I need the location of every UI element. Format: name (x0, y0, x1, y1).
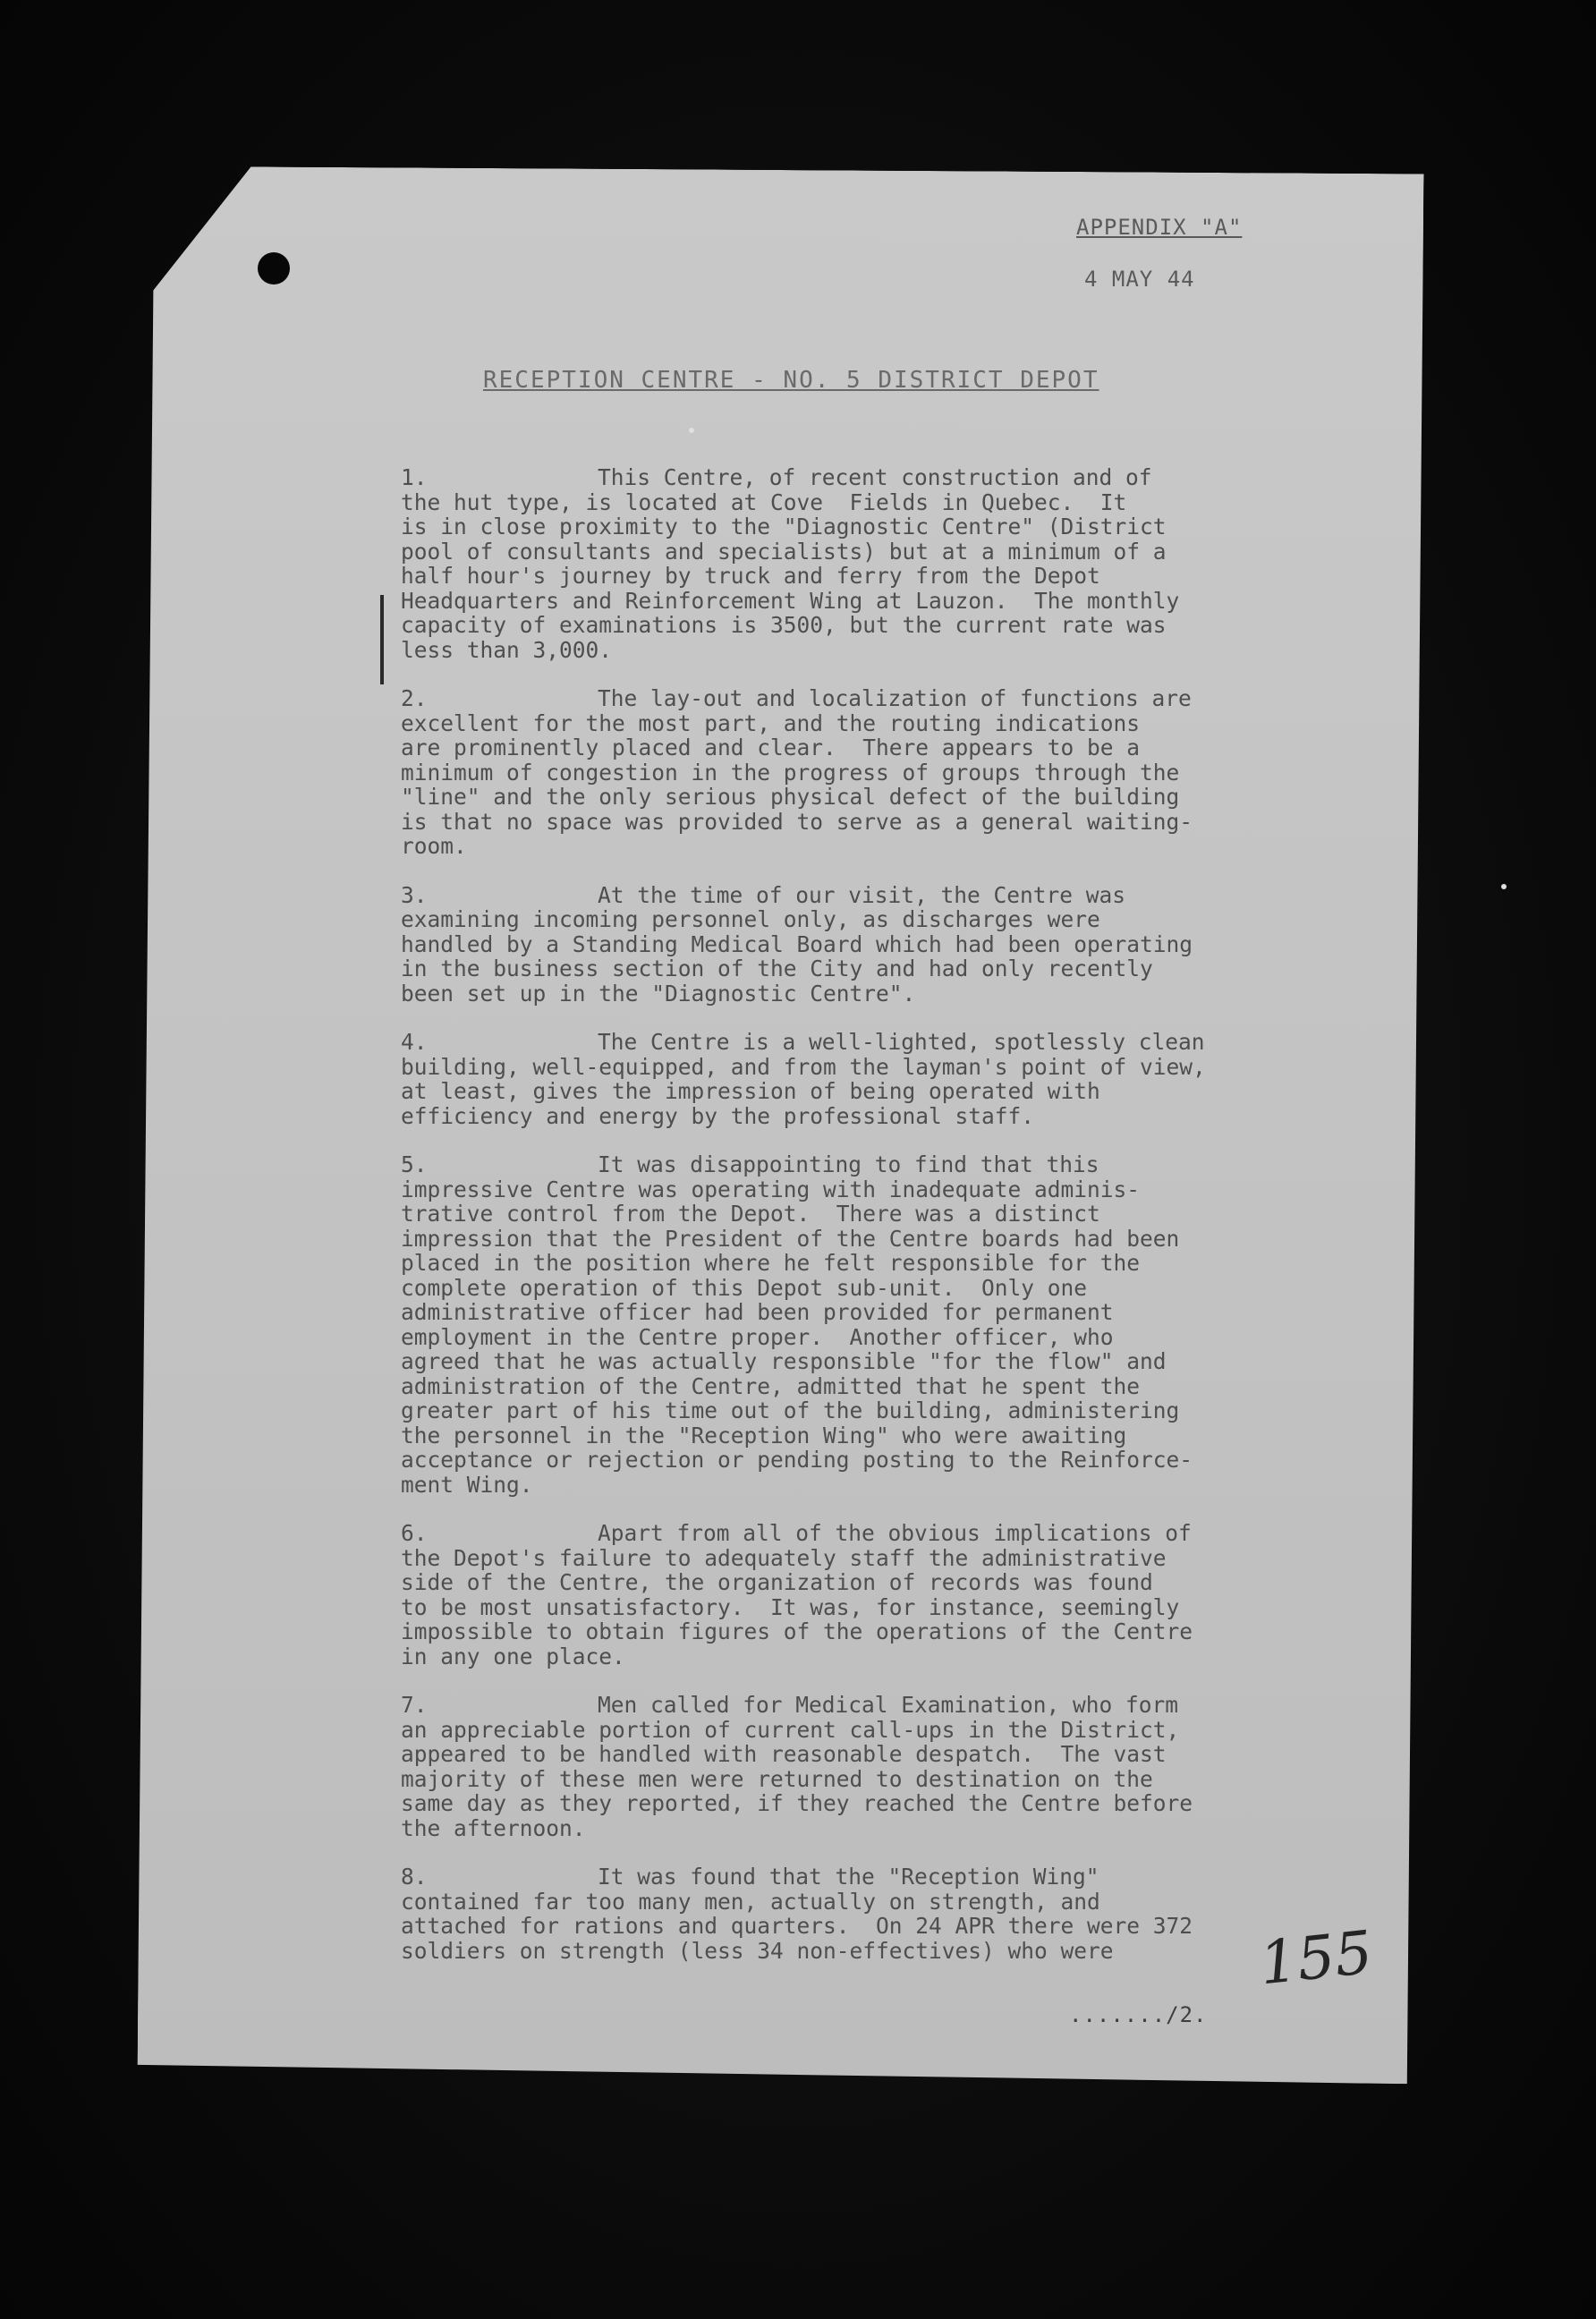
paragraph-line (401, 1276, 1313, 1301)
paragraph-text: administration of the Centre, admitted that he spent the (401, 1372, 1141, 1399)
paragraph-line (401, 613, 1313, 638)
paragraph-line (401, 686, 1313, 711)
paragraph-number: 2. (401, 685, 428, 711)
paragraph-text: building, well-equipped, and from the layman's point of view, (401, 1053, 1206, 1080)
paragraph-line (401, 1742, 1313, 1767)
paragraph-text: placed in the position where he felt responsible for the (401, 1250, 1141, 1276)
paragraph-line (401, 539, 1313, 565)
paragraph-line (401, 1914, 1313, 1939)
paragraph-line (401, 810, 1313, 835)
paragraph-text: contained far too many men, actually on strength, and (401, 1888, 1100, 1915)
paragraph-text: is that no space was provided to serve as a general waiting- (401, 808, 1193, 835)
paragraph-text: Apart from all of the obvious implications of (598, 1520, 1192, 1546)
paragraph-text: agreed that he was actually responsible "for the flow" and (401, 1348, 1167, 1374)
paragraph-text: It was disappointing to find that this (598, 1151, 1099, 1177)
paragraph-line (401, 1791, 1313, 1816)
paragraph-line (401, 1595, 1313, 1620)
paragraph-line (401, 1816, 1313, 1841)
paragraph-text: been set up in the "Diagnostic Centre". (401, 980, 916, 1007)
paragraph-number: 4. (401, 1029, 428, 1055)
punch-hole (258, 252, 290, 285)
paragraph-line (401, 465, 1313, 490)
paragraph-line (401, 932, 1313, 957)
paragraph-line (401, 1104, 1313, 1129)
paragraph-line (401, 1767, 1313, 1792)
paragraph-text: Men called for Medical Examination, who form (598, 1692, 1179, 1718)
paragraph-text: the afternoon. (401, 1814, 586, 1841)
paragraph-text: ment Wing. (401, 1471, 533, 1498)
paragraph-text: soldiers on strength (less 34 non-effectives) who were (401, 1937, 1114, 1964)
paragraph-text: impression that the President of the Centre boards had been (401, 1225, 1180, 1252)
paragraph-line (401, 1693, 1313, 1718)
paragraph-line (401, 1349, 1313, 1374)
paragraph-text: acceptance or rejection or pending posting to the Reinforce- (401, 1447, 1193, 1473)
paragraph-2 (401, 686, 1313, 859)
paragraph-text: same day as they reported, if they reached the Centre before (401, 1790, 1193, 1816)
paragraph-line (401, 1300, 1313, 1325)
paragraph-text: minimum of congestion in the progress of groups through the (401, 759, 1180, 786)
paragraph-3 (401, 883, 1313, 1007)
paragraph-5 (401, 1152, 1313, 1497)
paragraph-text: majority of these men were returned to destination on the (401, 1765, 1153, 1792)
handwritten-folio-number: 155 (1256, 1917, 1376, 1999)
paragraph-text: employment in the Centre proper. Another officer, who (401, 1323, 1114, 1350)
paragraph-text: to be most unsatisfactory. It was, for instance, seemingly (401, 1593, 1180, 1620)
paragraph-text: "line" and the only serious physical defect of the building (401, 784, 1180, 810)
paragraph-text: are prominently placed and clear. There appears to be a (401, 735, 1141, 760)
paragraph-line (401, 1251, 1313, 1276)
margin-mark (380, 595, 384, 684)
paragraph-text: It was found that the "Reception Wing" (598, 1864, 1099, 1890)
paragraph-text: the hut type, is located at Cove Fields in Quebec. It (401, 488, 1127, 515)
paragraph-line (401, 1202, 1313, 1227)
paragraph-line (401, 956, 1313, 981)
paragraph-line (401, 1546, 1313, 1571)
paragraph-line (401, 1865, 1313, 1890)
paragraph-text: less than 3,000. (401, 636, 613, 663)
paragraph-text: Headquarters and Reinforcement Wing at Lauzon. The monthly (401, 587, 1180, 614)
paragraph-text: greater part of his time out of the building, administering (401, 1397, 1180, 1423)
paragraph-line (401, 1227, 1313, 1252)
paragraph-number: 8. (401, 1864, 428, 1890)
paragraph-text: At the time of our visit, the Centre was (598, 881, 1126, 908)
paragraph-line (401, 1079, 1313, 1104)
paragraph-line (401, 785, 1313, 810)
paragraph-8 (401, 1865, 1313, 1963)
paragraph-text: trative control from the Depot. There was a distinct (401, 1201, 1100, 1227)
paragraph-text: an appreciable portion of current call-ups in the District, (401, 1716, 1180, 1743)
paragraph-line (401, 514, 1313, 539)
paragraph-text: capacity of examinations is 3500, but the current rate was (401, 612, 1167, 638)
paragraph-line (401, 490, 1313, 515)
continuation-marker: ......./2. (1069, 2002, 1208, 2027)
paragraph-line (401, 1325, 1313, 1350)
paragraph-line (401, 564, 1313, 589)
paragraph-line (401, 1890, 1313, 1915)
paragraph-text: appeared to be handled with reasonable despatch. The vast (401, 1741, 1167, 1767)
appendix-reference: APPENDIX "A" (1076, 215, 1243, 240)
paragraph-line (401, 981, 1313, 1007)
paragraph-text: excellent for the most part, and the routing indications (401, 709, 1141, 736)
paragraph-line (401, 1718, 1313, 1743)
paragraph-line (401, 735, 1313, 760)
paragraph-text: This Centre, of recent construction and of (598, 464, 1152, 490)
paragraph-text: handled by a Standing Medical Board which had been operating (401, 930, 1193, 957)
paragraph-line (401, 1055, 1313, 1080)
paragraph-line (401, 1939, 1313, 1964)
paragraph-line (401, 760, 1313, 786)
document-date: 4 MAY 44 (1084, 267, 1195, 292)
paragraph-line (401, 883, 1313, 908)
paragraph-text: at least, gives the impression of being operated with (401, 1078, 1100, 1104)
paragraph-text: pool of consultants and specialists) but at a minimum of a (401, 538, 1167, 565)
paragraph-text: room. (401, 833, 467, 859)
paragraph-text: complete operation of this Depot sub-unit. Only one (401, 1274, 1088, 1301)
paragraph-line (401, 1423, 1313, 1448)
paragraph-6 (401, 1521, 1313, 1669)
paragraph-text: examining incoming personnel only, as discharges were (401, 906, 1100, 932)
paragraph-line (401, 589, 1313, 614)
paragraph-line (401, 1374, 1313, 1399)
paragraph-text: in any one place. (401, 1643, 625, 1669)
paragraph-text: The lay-out and localization of functions are (598, 685, 1192, 711)
paragraph-line (401, 1398, 1313, 1423)
paragraph-text: in the business section of the City and had only recently (401, 956, 1153, 981)
paragraph-line (401, 1521, 1313, 1546)
document-body (401, 465, 1313, 1987)
film-speck (1501, 884, 1507, 889)
paragraph-1 (401, 465, 1313, 662)
paragraph-line (401, 1152, 1313, 1177)
paragraph-line (401, 638, 1313, 663)
paragraph-4 (401, 1030, 1313, 1128)
paragraph-line (401, 1030, 1313, 1055)
paragraph-text: the Depot's failure to adequately staff the administrative (401, 1544, 1167, 1571)
paragraph-text: The Centre is a well-lighted, spotlessly clean (598, 1029, 1205, 1055)
paragraph-line (401, 1570, 1313, 1595)
paragraph-line (401, 1448, 1313, 1473)
paragraph-text: side of the Centre, the organization of records was found (401, 1569, 1153, 1595)
document-title: RECEPTION CENTRE - NO. 5 DISTRICT DEPOT (483, 367, 1099, 394)
paragraph-number: 3. (401, 881, 428, 908)
paragraph-text: attached for rations and quarters. On 24 APR there were 372 (401, 1913, 1193, 1939)
paragraph-text: impossible to obtain figures of the operations of the Centre (401, 1618, 1193, 1644)
paragraph-line (401, 711, 1313, 736)
paragraph-number: 6. (401, 1520, 428, 1546)
paragraph-line (401, 834, 1313, 859)
paragraph-text: half hour's journey by truck and ferry from the Depot (401, 563, 1100, 589)
paragraph-line (401, 1177, 1313, 1202)
paragraph-text: efficiency and energy by the professional staff. (401, 1102, 1035, 1129)
paragraph-line (401, 1619, 1313, 1644)
paragraph-7 (401, 1693, 1313, 1840)
paragraph-text: impressive Centre was operating with inadequate adminis- (401, 1176, 1141, 1202)
paragraph-number: 1. (401, 464, 428, 490)
paragraph-line (401, 1473, 1313, 1498)
paragraph-number: 5. (401, 1151, 428, 1177)
paragraph-number: 7. (401, 1692, 428, 1718)
paragraph-text: is in close proximity to the "Diagnostic Centre" (District (401, 514, 1167, 539)
paragraph-text: administrative officer had been provided for permanent (401, 1299, 1114, 1325)
paragraph-line (401, 1644, 1313, 1669)
film-speck (689, 428, 694, 433)
paragraph-line (401, 907, 1313, 932)
paragraph-text: the personnel in the "Reception Wing" who were awaiting (401, 1422, 1127, 1448)
